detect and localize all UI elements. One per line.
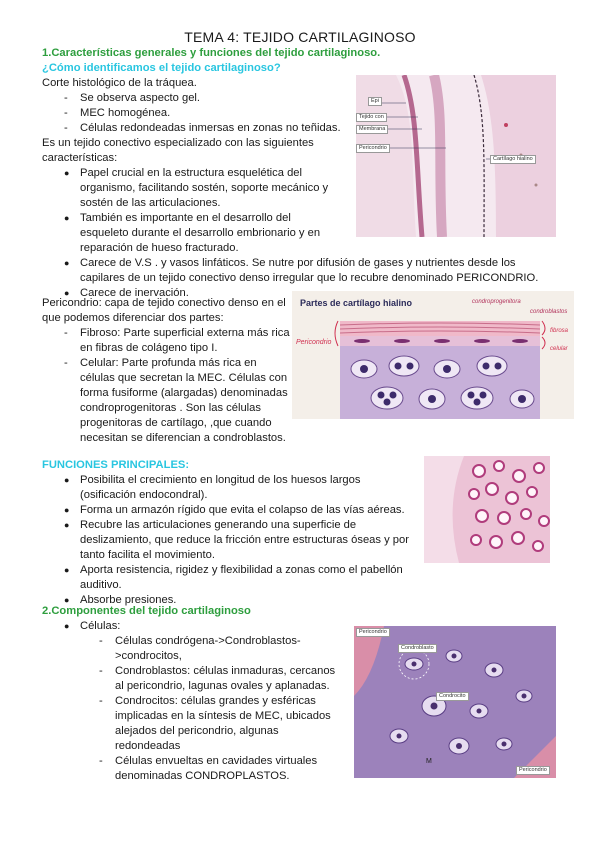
list-item: ● Papel crucial en la estructura esquelética del organismo, facilitando sostén, soporte mecánico y sostén de las articulaciones. bbox=[80, 166, 342, 211]
cartilage-photo bbox=[424, 456, 550, 563]
list-item: ● Células: bbox=[80, 619, 340, 634]
intro-text: Corte histológico de la tráquea. bbox=[42, 77, 197, 89]
hyaline-title: Partes de cartílago hialino bbox=[300, 298, 413, 308]
functions-heading: FUNCIONES PRINCIPALES: bbox=[42, 459, 190, 471]
micro-label: Pericondrio bbox=[356, 628, 390, 637]
list-item: - Fibroso: Parte superficial externa más rica en fibras de colágeno tipo I. bbox=[80, 326, 292, 356]
list-item: - Células envueltas en cavidades virtuales denominadas CONDROPLASTOS. bbox=[115, 754, 340, 784]
list-item: ● Recubre las articulaciones generando una superficie de deslizamiento, que reduce la fricción entre estructuras óseas y por tanto facilita el movimiento. bbox=[80, 518, 410, 563]
cells-list bbox=[115, 634, 340, 784]
characteristics-list bbox=[80, 166, 342, 256]
list-item: - Condroblastos: células inmaduras, cercanos al pericondrio, lagunas ovales y aplanadas. bbox=[115, 664, 340, 694]
list-item: ● Carece de inervación. bbox=[80, 286, 550, 301]
list-item: ● Forma un armazón rígido que evita el colapso de las vías aéreas. bbox=[80, 503, 410, 518]
micro-label: Condroblasto bbox=[398, 644, 437, 653]
list-item: ● También es importante en el desarrollo del esqueleto durante el desarrollo embrionario y en reparación de hueso fracturado. bbox=[80, 211, 342, 256]
pericondrio-parts bbox=[80, 326, 292, 446]
list-item: ● Posibilita el crecimiento en longitud de los huesos largos (osificación endocondral). bbox=[80, 473, 410, 503]
characteristics-intro: Es un tejido conectivo especializado con las siguientes características: bbox=[42, 137, 314, 164]
list-item: - Condrocitos: células grandes y esféricas implicadas en la síntesis de MEC, ubicados alejados del pericondrio, algunas redondeadas bbox=[115, 694, 340, 754]
hyaline-cartilage-diagram bbox=[292, 291, 574, 419]
micro-label: M bbox=[426, 758, 432, 765]
hyaline-label: Pericondrio bbox=[296, 339, 332, 346]
list-item: - Se observa aspecto gel. bbox=[80, 91, 350, 106]
functions-list bbox=[80, 473, 410, 608]
observation-list bbox=[80, 91, 350, 136]
list-item: - Células condrógena->Condroblastos->condrocitos, bbox=[115, 634, 340, 664]
list-item: - Células redondeadas inmersas en zonas no teñidas. bbox=[80, 121, 350, 136]
list-item: ● Absorbe presiones. bbox=[80, 593, 410, 608]
trachea-label: Epi bbox=[368, 97, 382, 106]
trachea-label: Pericondrio bbox=[356, 144, 390, 153]
list-item: ● Aporta resistencia, rigidez y flexibilidad a zonas como el pabellón auditivo. bbox=[80, 563, 410, 593]
hyaline-label: condroprogenitora bbox=[472, 299, 521, 305]
hyaline-label: fibrosa bbox=[550, 328, 569, 334]
pericondrio-intro: Pericondrio: capa de tejido conectivo denso en el que podemos diferenciar dos partes: bbox=[42, 297, 286, 324]
hyaline-label: condroblastos bbox=[530, 309, 568, 315]
condrocyte-micrograph bbox=[354, 626, 556, 778]
list-item: - MEC homogénea. bbox=[80, 106, 350, 121]
components-list bbox=[80, 619, 340, 634]
micro-label: Condrocito bbox=[436, 692, 469, 701]
hyaline-label: celular bbox=[550, 346, 568, 352]
micro-label: Pericondrio bbox=[516, 766, 550, 775]
page-title: TEMA 4: TEJIDO CARTILAGINOSO bbox=[184, 29, 416, 45]
list-item: - Celular: Parte profunda más rica en células que secretan la MEC. Células con forma fusiforme (alargadas) denominadas condroprogenitoras . Son las células progenitoras de cartílago, ,que cuando necesitan se diferencian a condroblastos. bbox=[80, 356, 292, 446]
trachea-micrograph bbox=[356, 75, 556, 237]
question-heading: ¿Cómo identificamos el tejido cartilaginoso? bbox=[42, 62, 281, 74]
trachea-label: Cartílago hialino bbox=[490, 155, 536, 164]
trachea-label: Tejido con bbox=[356, 113, 387, 122]
section-2-heading: 2.Componentes del tejido cartilaginoso bbox=[42, 605, 251, 617]
trachea-label: Membrana bbox=[356, 125, 388, 134]
section-1-heading: 1.Características generales y funciones del tejido cartilaginoso. bbox=[42, 47, 381, 59]
list-item: ● Carece de V.S . y vasos linfáticos. Se nutre por difusión de gases y nutrientes desde los capilares de un tejido conectivo denso irregular que lo recubre denominado PERICONDRIO. bbox=[80, 256, 550, 286]
